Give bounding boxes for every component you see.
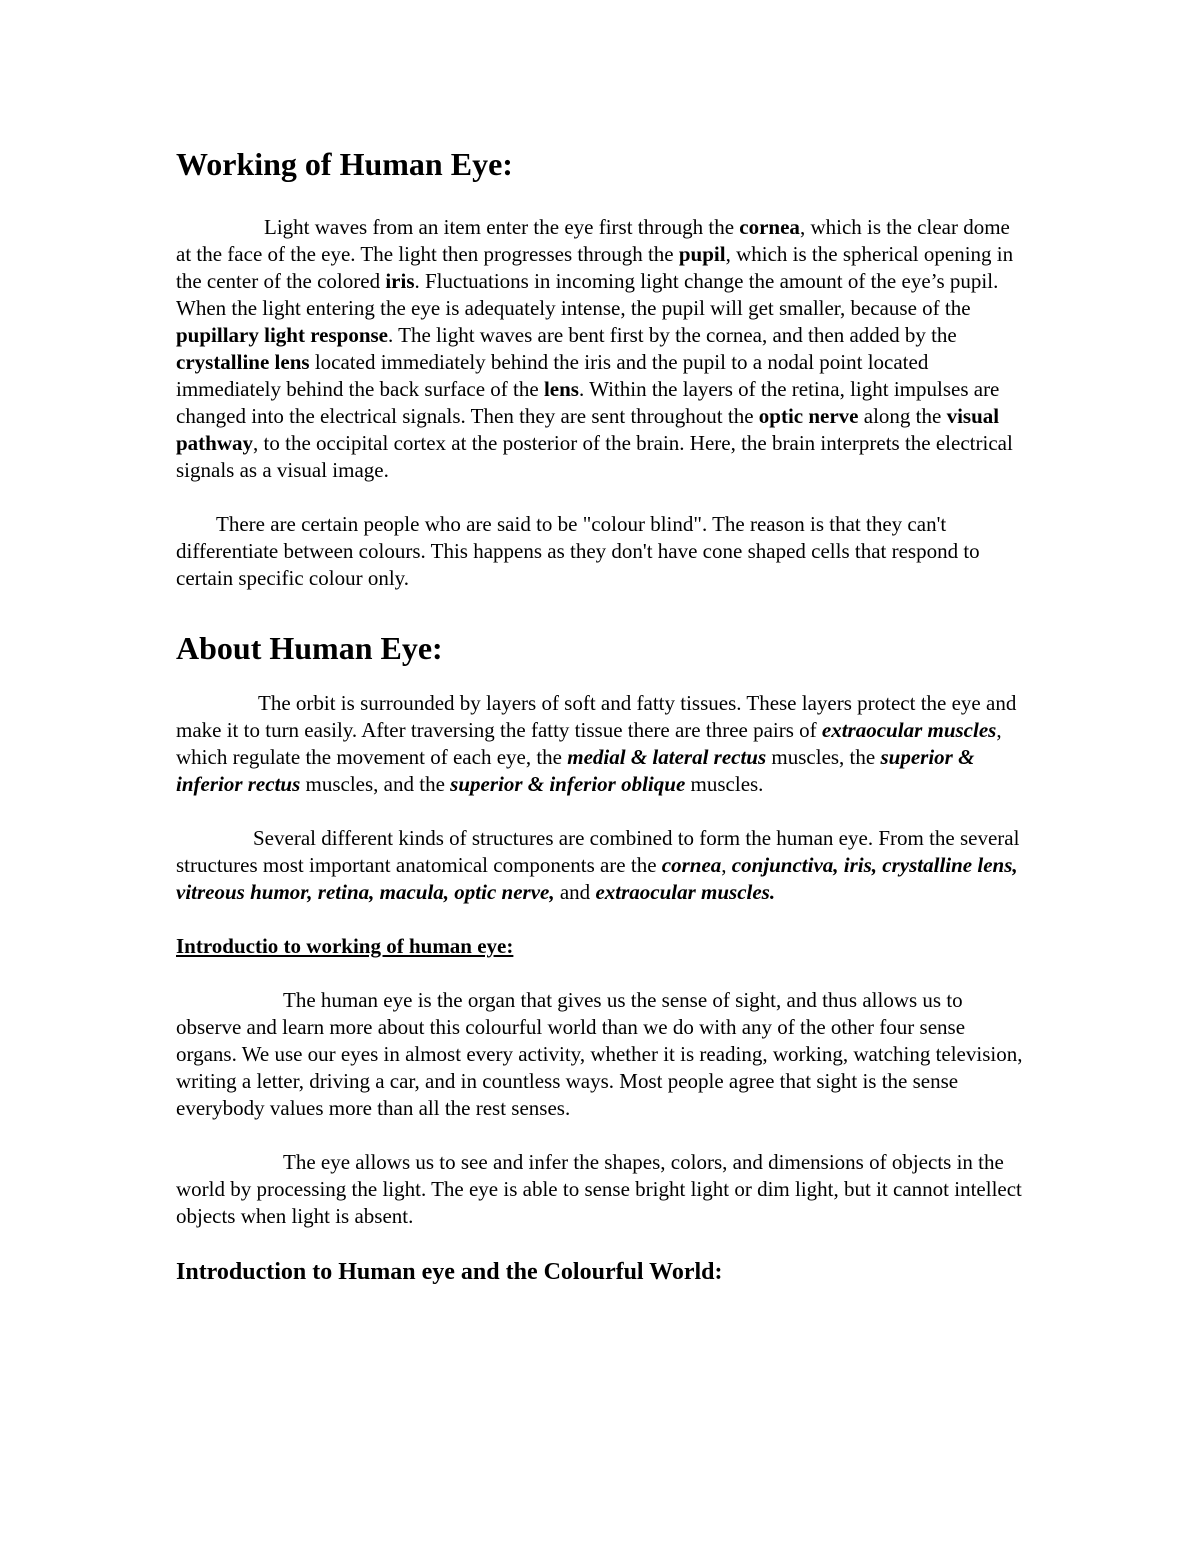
emphasized-term: crystalline lens — [176, 350, 310, 374]
paragraph-light-path — [176, 214, 1026, 484]
emphasized-term: medial & lateral rectus — [567, 745, 767, 769]
text-run: located immediately behind the iris and the pupil to a nodal point located immediately behind the back surface of the — [176, 350, 929, 401]
text-run: muscles. — [685, 772, 764, 796]
text-run: muscles, and the — [300, 772, 451, 796]
emphasized-term: extraocular muscles — [821, 718, 997, 742]
subheading-introductio: Introductio to working of human eye: — [176, 934, 514, 958]
emphasized-term: pupil — [678, 242, 726, 266]
text-run: Several different kinds of structures are combined to form the human eye. From the several structures most important anatomical components are the — [176, 826, 1020, 877]
emphasized-term: pupillary light response — [176, 323, 388, 347]
emphasized-term: iris — [385, 269, 415, 293]
text-run: The orbit is surrounded by layers of soft and fatty tissues. These layers protect the eye and make it to turn easily. After traversing the fatty tissue there are three pairs of — [176, 691, 1017, 742]
text-run: , to the occipital cortex at the posterior of the brain. Here, the brain interprets the electrical signals as a visual image. — [176, 431, 1013, 482]
emphasized-term: superior & inferior rectus — [176, 745, 975, 796]
text-run: . Fluctuations in incoming light change the amount of the eye’s pupil. When the light entering the eye is adequately intense, the pupil will get smaller, because of the — [176, 269, 999, 320]
emphasized-term: optic nerve — [758, 404, 859, 428]
emphasized-term: lens — [543, 377, 579, 401]
text-run: , which regulate the movement of each eye, the — [176, 718, 1002, 769]
text-run: , — [721, 853, 732, 877]
emphasized-term: conjunctiva, iris, crystalline lens, vitreous humor, retina, macula, optic nerve, — [176, 853, 1018, 904]
emphasized-term: visual pathway — [176, 404, 1000, 455]
text-run: along the — [858, 404, 947, 428]
heading-working-of-human-eye: Working of Human Eye: — [176, 146, 513, 182]
text-run: and — [554, 880, 596, 904]
paragraph-orbit-muscles — [176, 690, 1026, 798]
text-run: , which is the spherical opening in the center of the colored — [176, 242, 1014, 293]
text-run: . Within the layers of the retina, light impulses are changed into the electrical signals. Then they are sent throughout the — [176, 377, 1000, 428]
emphasized-term: superior & inferior oblique — [450, 772, 686, 796]
emphasized-term: cornea — [739, 215, 800, 239]
text-run: muscles, the — [766, 745, 881, 769]
emphasized-term: extraocular muscles. — [595, 880, 776, 904]
paragraph-eye-infers-shapes: The eye allows us to see and infer the shapes, colors, and dimensions of objects in the world by processing the light. The eye is able to sense bright light or dim light, but it cannot intellect objects when light is absent. — [176, 1150, 1022, 1228]
text-run: Light waves from an item enter the eye first through the — [264, 215, 740, 239]
heading-colourful-world: Introduction to Human eye and the Colourful World: — [176, 1259, 723, 1285]
paragraph-structures — [176, 825, 1026, 906]
emphasized-term: cornea — [661, 853, 722, 877]
paragraph-sense-of-sight: The human eye is the organ that gives us the sense of sight, and thus allows us to observe and learn more about this colourful world than we do with any of the other four sense organs. We use our eyes in almost every activity, whether it is reading, working, watching television, writing a letter, driving a car, and in countless ways. Most people agree that sight is the sense everybody values more than all the rest senses. — [176, 988, 1023, 1120]
paragraph-colour-blind: There are certain people who are said to be "colour blind". The reason is that they can't differentiate between colours. This happens as they don't have cone shaped cells that respond to certain specific colour only. — [176, 512, 980, 590]
text-run: , which is the clear dome at the face of the eye. The light then progresses through the — [176, 215, 1010, 266]
document-body — [176, 140, 1026, 1288]
text-run: . The light waves are bent first by the cornea, and then added by the — [388, 323, 957, 347]
heading-about-human-eye: About Human Eye: — [176, 630, 443, 666]
